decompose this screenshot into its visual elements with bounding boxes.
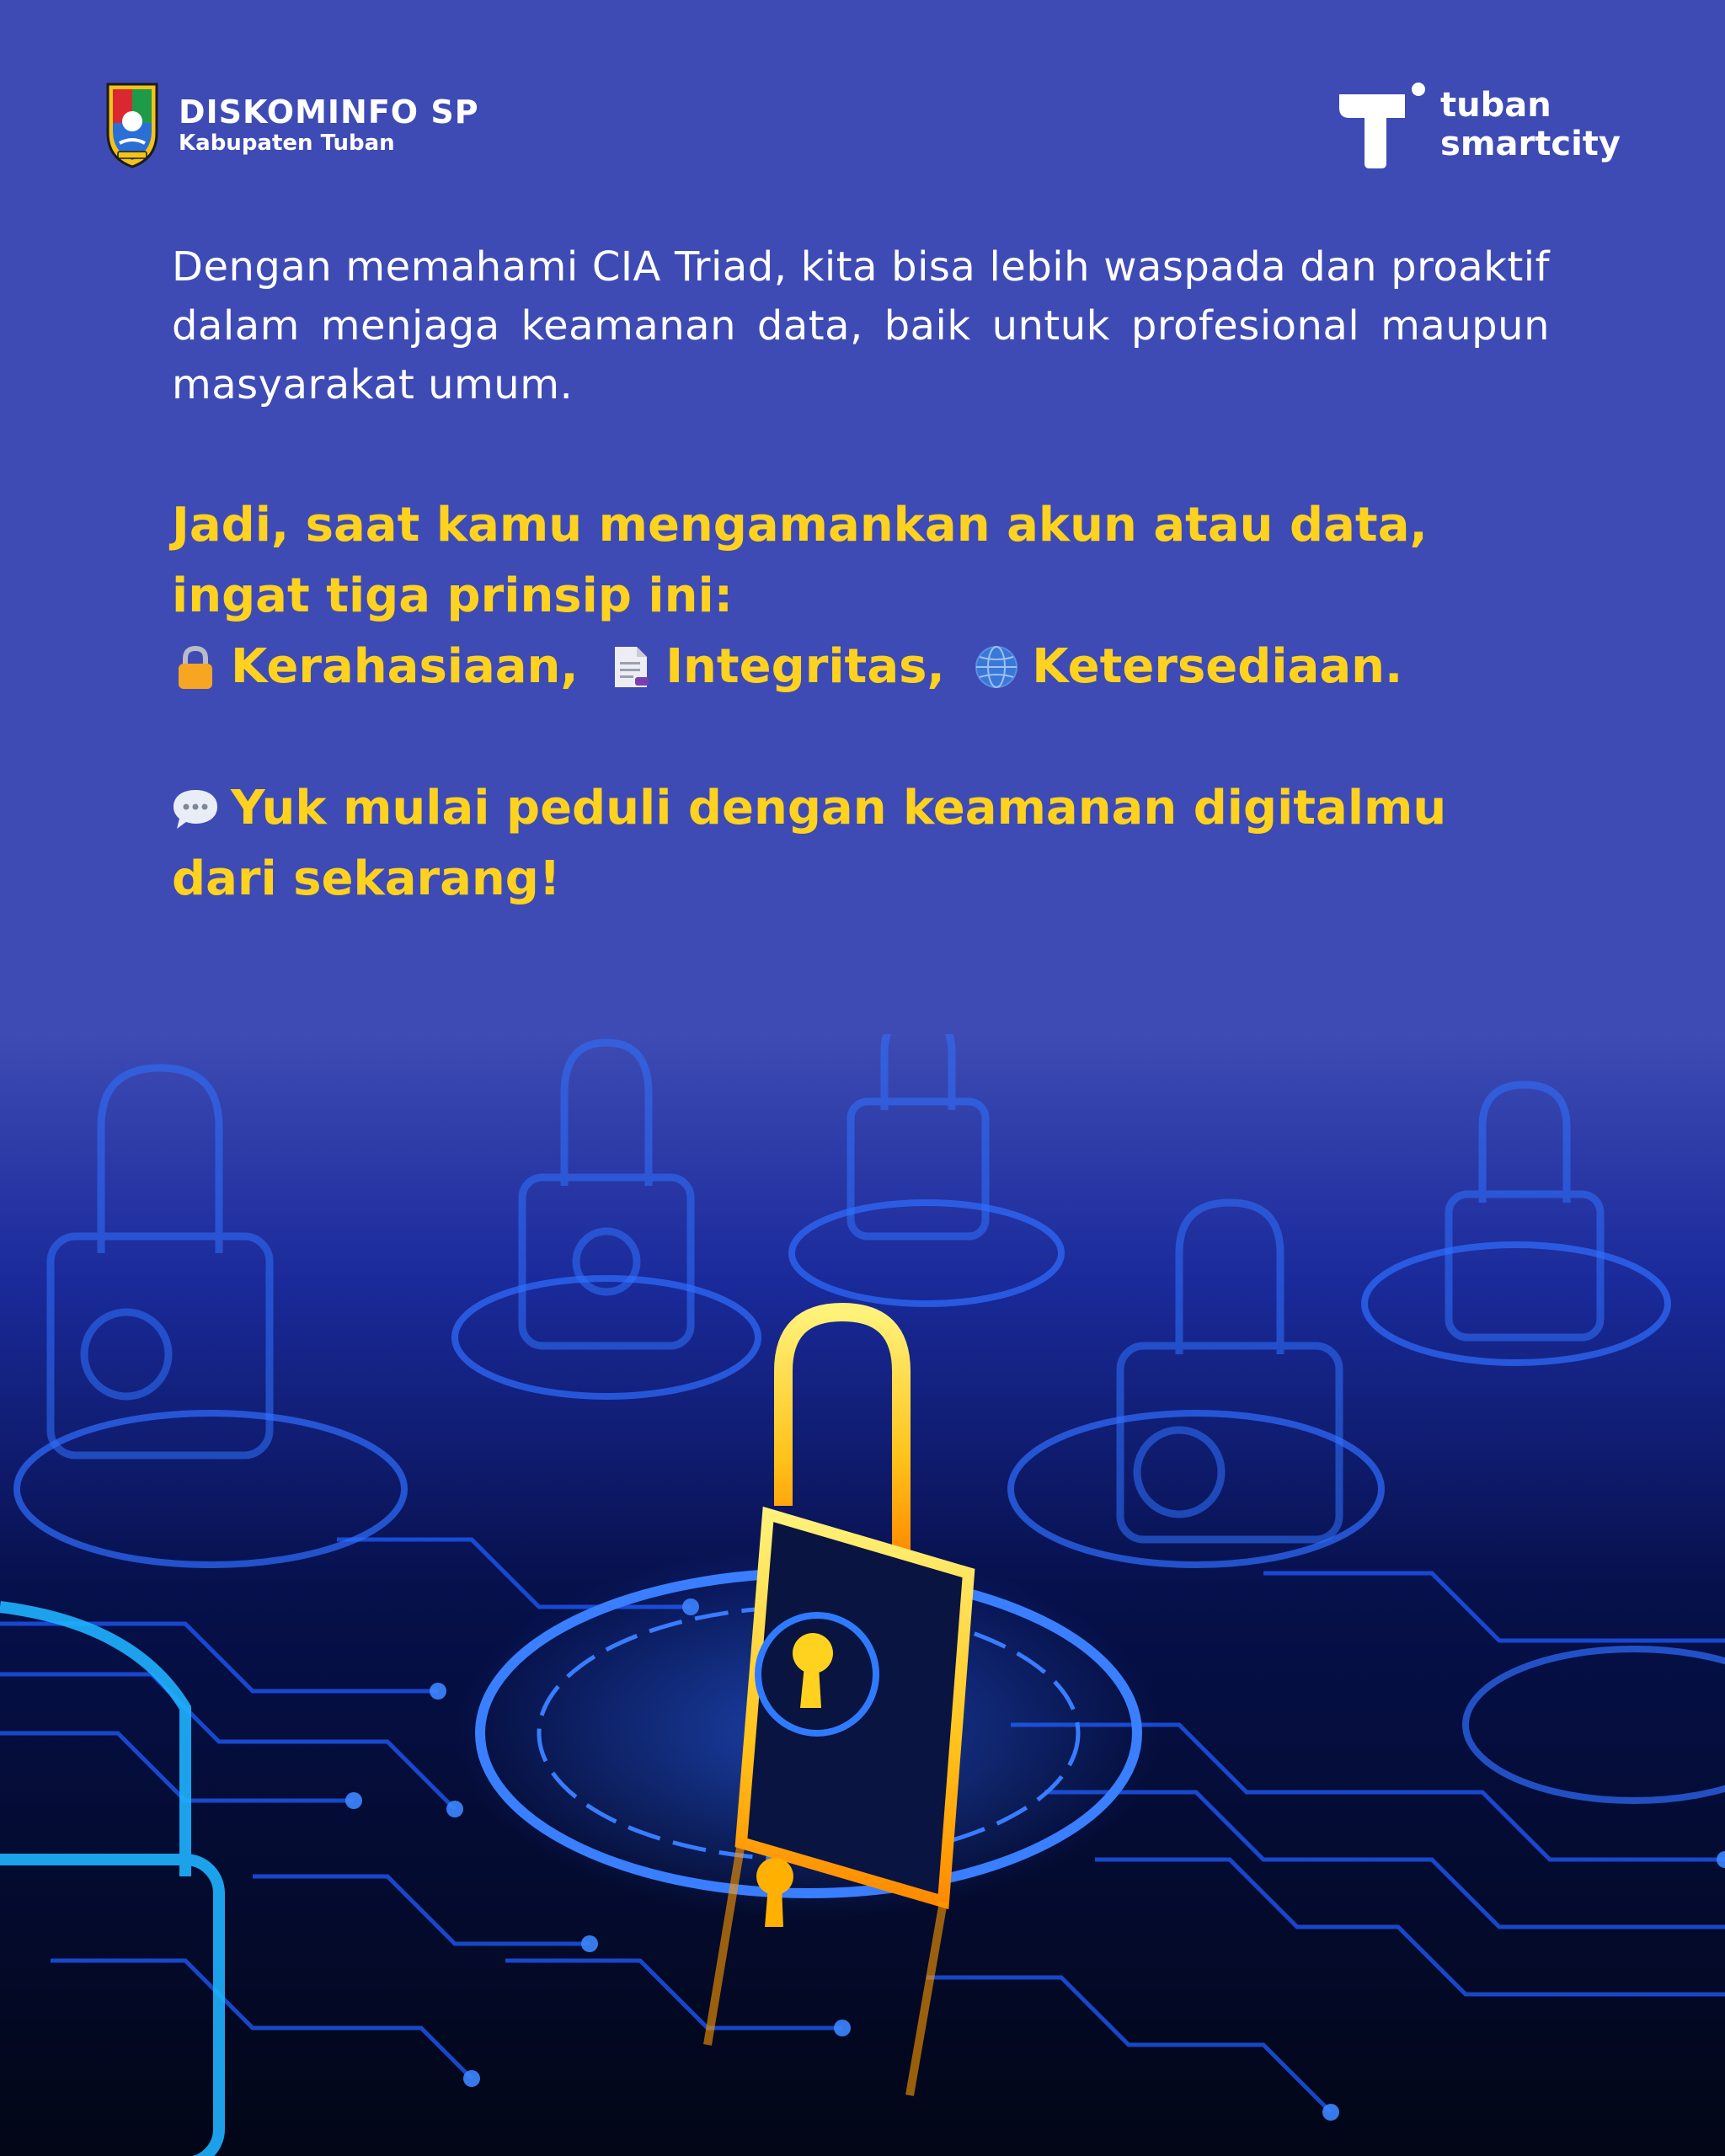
cta-line-2: dari sekarang!: [172, 851, 561, 906]
intro-paragraph: Dengan memahami CIA Triad, kita bisa lebih waspada dan proaktif dalam menjaga keamanan data, baik untuk profesional maupun masyarakat umum.: [172, 243, 1550, 408]
brand-name: DISKOMINFO SP: [179, 93, 479, 131]
lock-icon: [172, 643, 219, 691]
cyber-padlocks-illustration: [0, 1034, 1725, 2156]
speech-bubble-icon: [172, 785, 219, 832]
reminder-block: [172, 490, 1550, 702]
principles-line: [172, 632, 1550, 702]
document-icon: [606, 643, 654, 691]
principle-availability: Ketersediaan.: [1032, 639, 1403, 694]
cta-line-1: [172, 773, 1550, 844]
cta-block: [172, 773, 1550, 915]
partner-line-2: smartcity: [1440, 125, 1621, 163]
principle-confidentiality: Kerahasiaan,: [231, 639, 579, 694]
principle-integrity: Integritas,: [665, 639, 945, 694]
tuban-smartcity-logo-icon: [1336, 81, 1429, 168]
brand-subtitle: Kabupaten Tuban: [179, 131, 395, 156]
tuban-smartcity-brand: [1336, 81, 1621, 168]
partner-line-1: tuban: [1440, 86, 1551, 125]
tuban-emblem-icon: [103, 81, 162, 168]
main-content: [172, 237, 1550, 915]
cta-text-1: Yuk mulai peduli dengan keamanan digitalmu: [231, 781, 1447, 835]
reminder-line-1: Jadi, saat kamu mengamankan akun atau data,: [172, 498, 1428, 552]
globe-icon: [973, 643, 1020, 691]
reminder-line-2: ingat tiga prinsip ini:: [172, 568, 734, 623]
diskominfo-brand: [103, 81, 479, 168]
